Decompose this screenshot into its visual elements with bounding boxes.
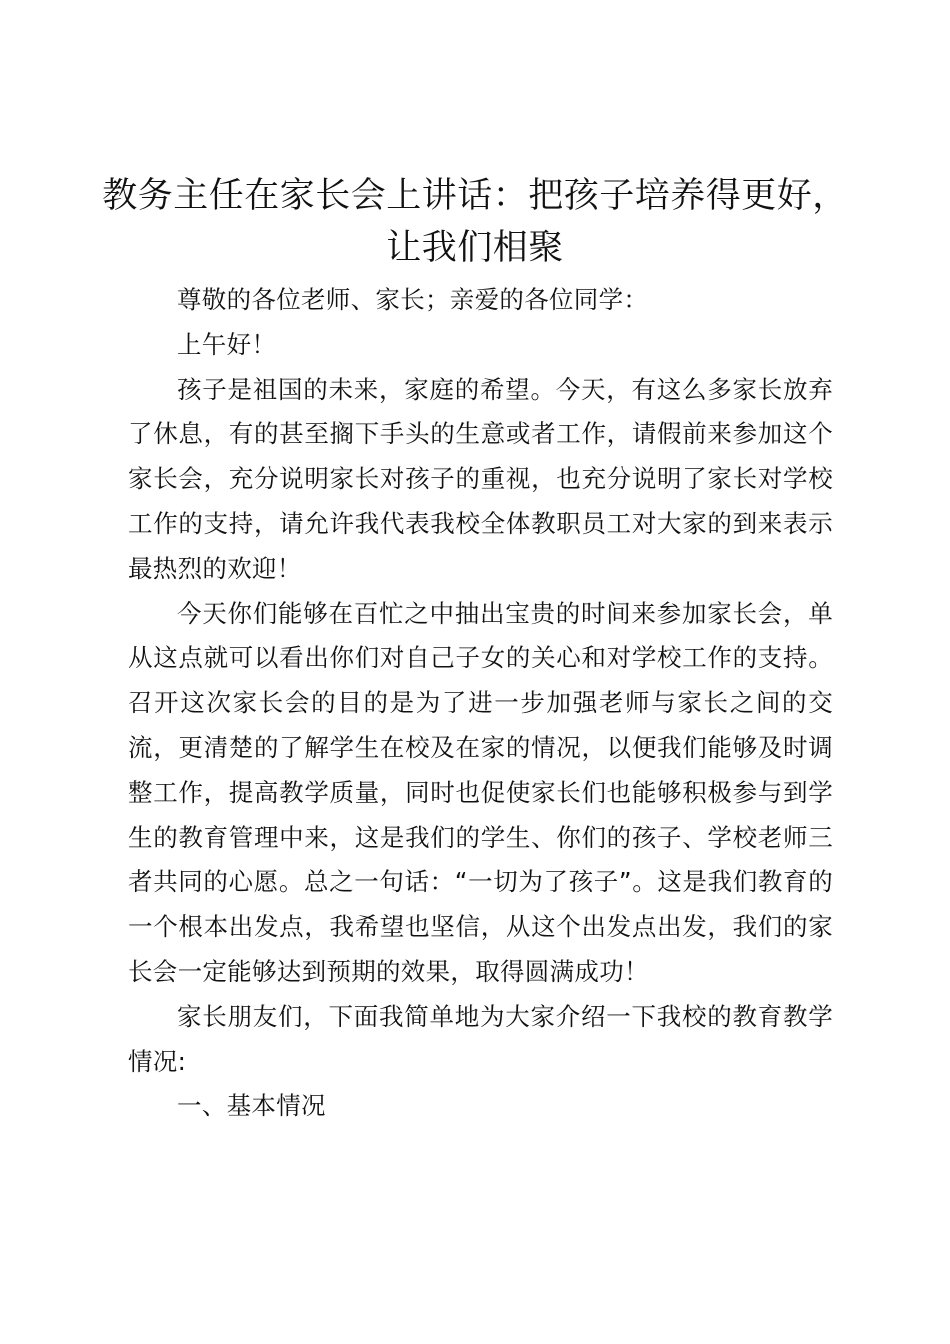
welcome-paragraph: 孩子是祖国的未来，家庭的希望。今天，有这么多家长放弃了休息，有的甚至搁下手头的生意或者工作，请假前来参加这个家长会，充分说明家长对孩子的重视，也充分说明了家长对学校工作的支持，请允许我代表我校全体教职员工对大家的到来表示最热烈的欢迎！ [128, 374, 833, 583]
introduction-paragraph: 家长朋友们，下面我简单地为大家介绍一下我校的教育教学情况: [128, 1001, 833, 1076]
salutation-paragraph: 尊敬的各位老师、家长；亲爱的各位同学： [177, 285, 649, 314]
document-title: 教务主任在家长会上讲话：把孩子培养得更好，让我们相聚 [102, 176, 848, 268]
section-heading: 一、基本情况 [177, 1091, 326, 1121]
greeting-paragraph: 上午好！ [177, 329, 277, 359]
document-body [128, 278, 833, 1129]
purpose-paragraph: 今天你们能够在百忙之中抽出宝贵的时间来参加家长会，单从这点就可以看出你们对自己子女的关心和对学校工作的支持。召开这次家长会的目的是为了进一步加强老师与家长之间的交流，更清楚的了解学生在校及在家的情况，以便我们能够及时调整工作，提高教学质量，同时也促使家长们也能够积极参与到学生的教育管理中来，这是我们的学生、你们的孩子、学校老师三者共同的心愿。总之一句话：“一切为了孩子”。这是我们教育的一个根本出发点，我希望也坚信，从这个出发点出发，我们的家长会一定能够达到预期的效果，取得圆满成功！ [128, 598, 833, 986]
